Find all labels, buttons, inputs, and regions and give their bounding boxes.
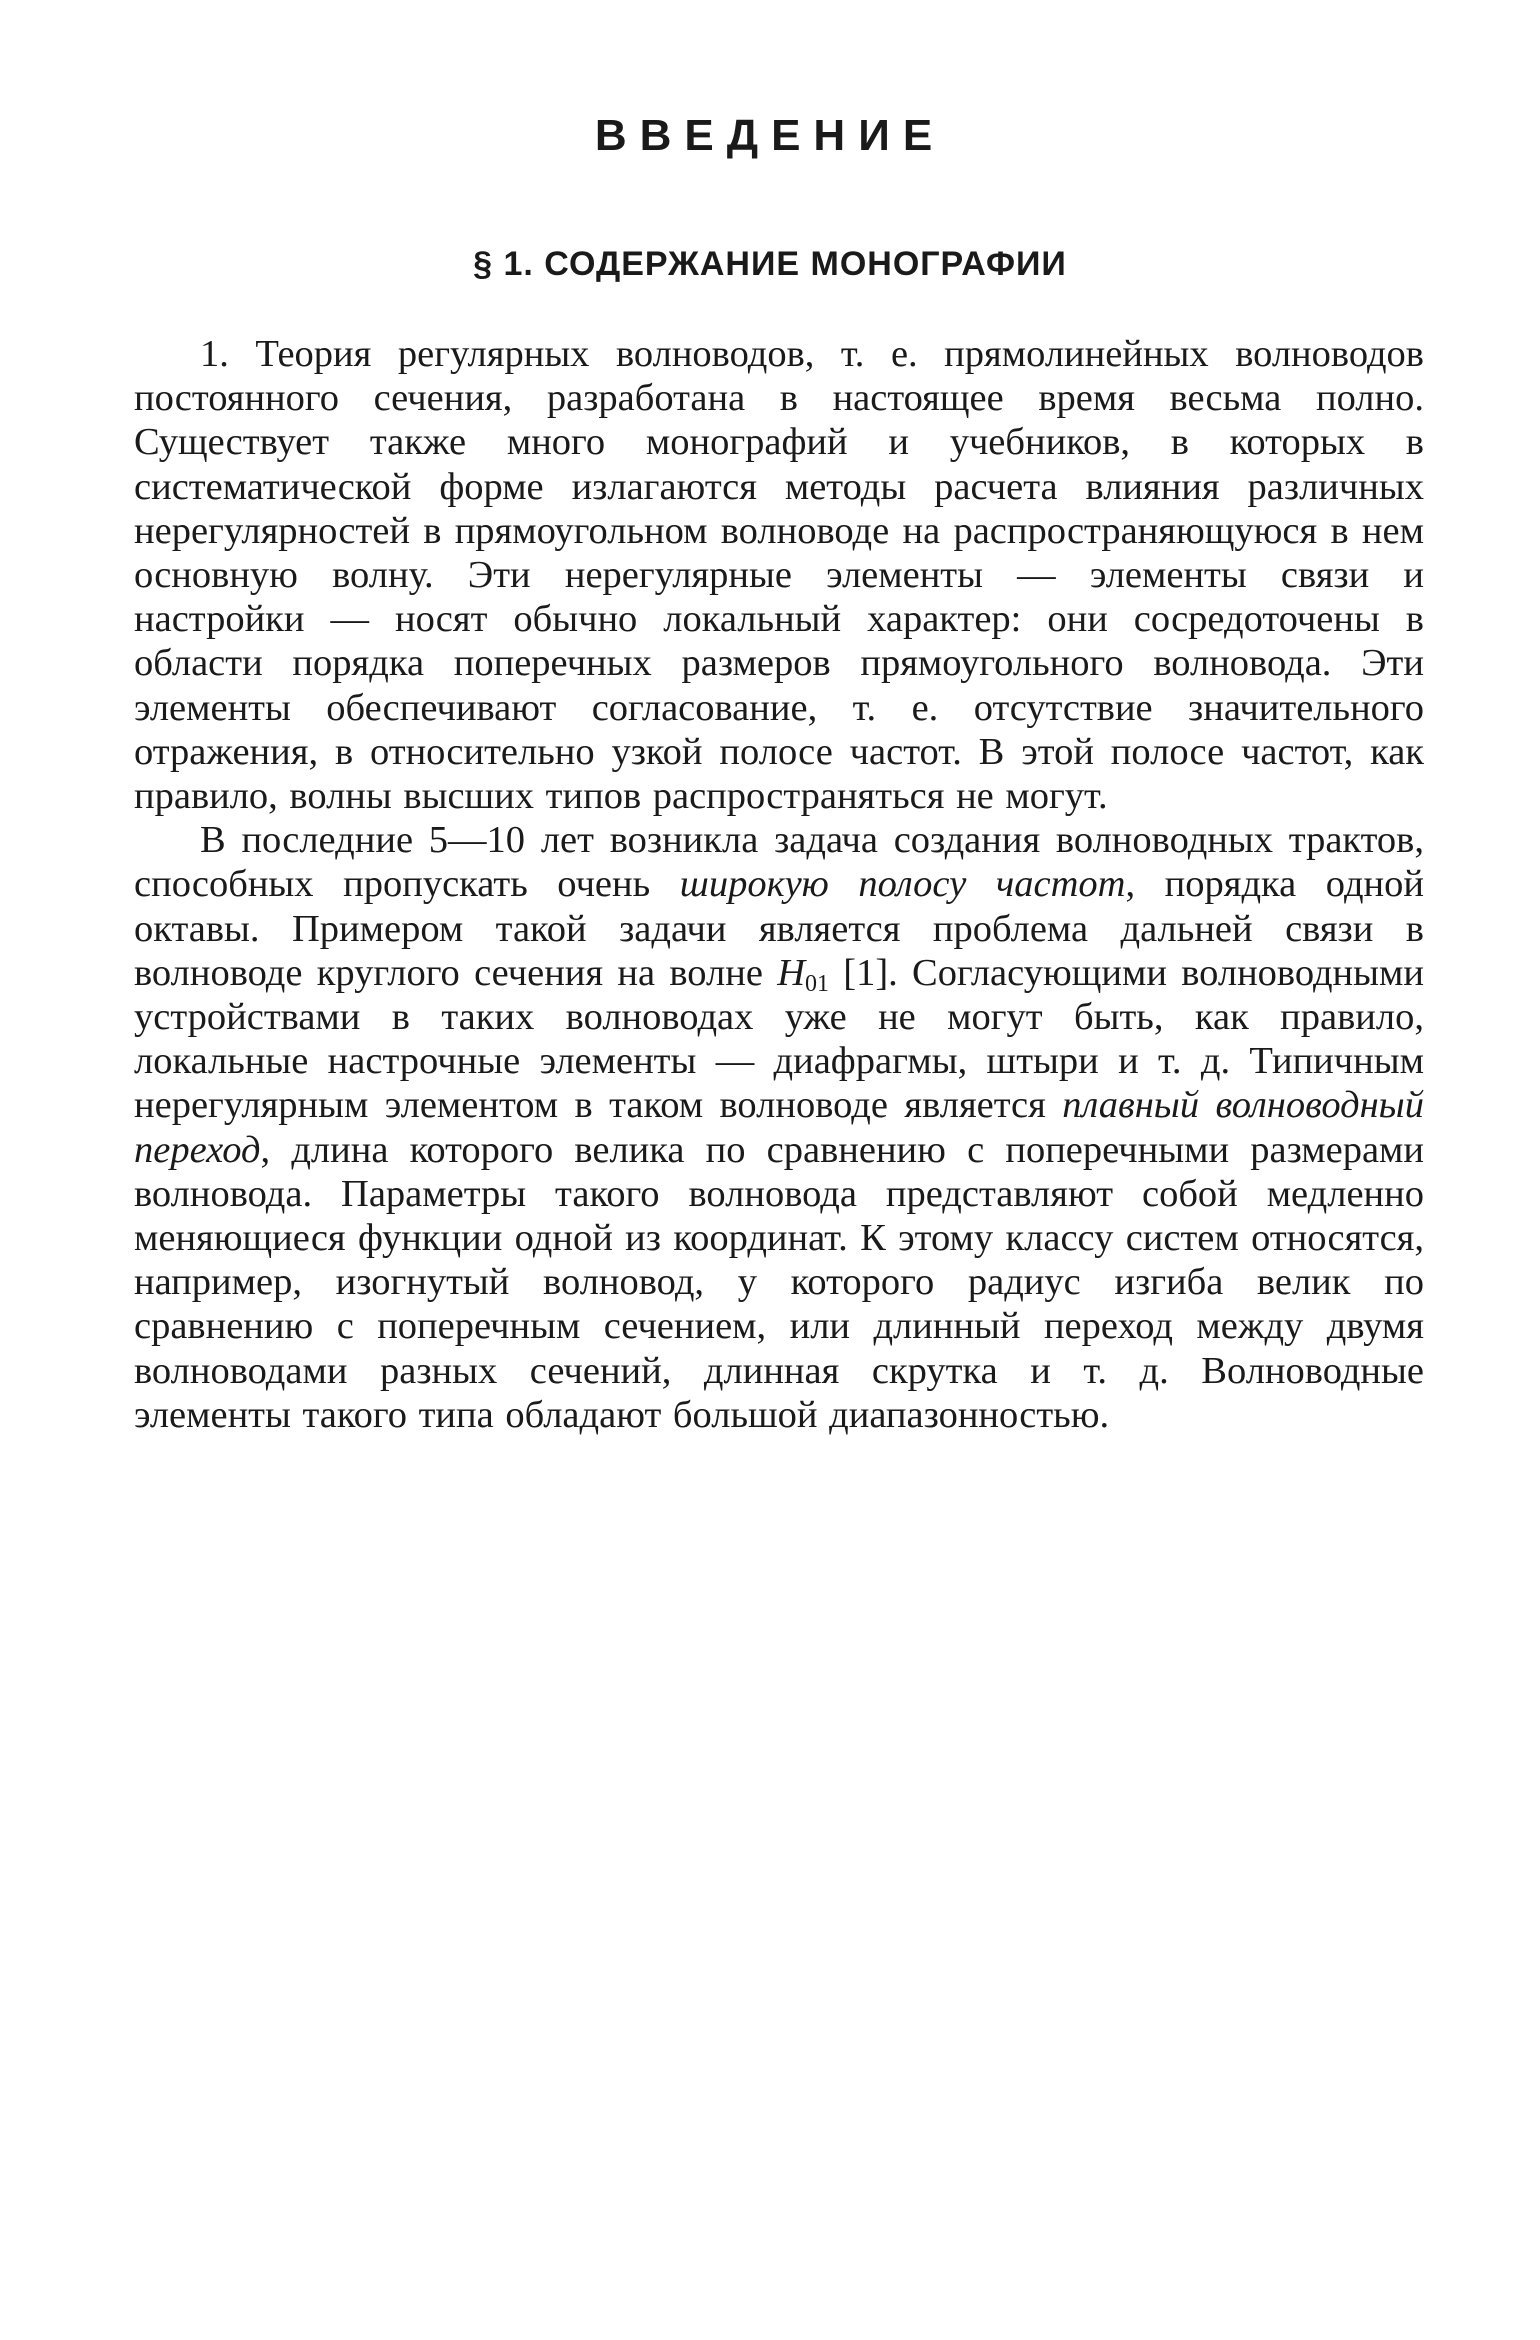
paragraph-2-part-3: [1]. Согласующими волноводными устройствами в таких волноводах уже не могут быть, как правило, локальные настрочные элементы — диафрагмы, штыри и т. д. Типичным нерегулярным элементом в таком волноводе является [134, 951, 1424, 1127]
italic-term-wide-band: широкую полосу частот [679, 863, 1126, 906]
paragraph-2-part-4: , длина которого велика по сравнению с поперечными размерами волновода. Параметры такого волновода представляют собой медленно меняющиеся функции одной из координат. К этому классу систем относятся, например, изогнутый волновод, у которого радиус изгиба велик по сравнению с поперечным сечением, или длинный переход между двумя волноводами разных сечений, длинная скрутка и т. д. Волноводные элементы такого типа обладают большой диапазонностью. [134, 1128, 1424, 1436]
section-title: § 1. СОДЕРЖАНИЕ МОНОГРАФИИ [473, 245, 1067, 283]
paragraph-2-part-2: , порядка одной октавы. Примером такой задачи является проблема дальней связи в волноводе круглого сечения на волне [134, 863, 1424, 994]
paragraph-2-part-1: В последние 5—10 лет возникла задача создания волноводных трактов, способных пропускать очень [134, 819, 1424, 906]
paragraph-2 [134, 818, 1424, 1437]
mode-subscript: 01 [805, 970, 829, 997]
italic-term-smooth-transition: плавный волноводный переход [134, 1084, 1424, 1171]
chapter-title: ВВЕДЕНИЕ [594, 111, 946, 160]
mode-symbol: H [777, 951, 805, 994]
body-text [134, 332, 1424, 1437]
paragraph-1: 1. Теория регулярных волноводов, т. е. прямолинейных волноводов постоянного сечения, разработана в настоящее время весьма полно. Существует также много монографий и учебников, в которых в систематической форме излагаются методы расчета влияния различных нерегулярностей в прямоугольном волноводе на распространяющуюся в нем основную волну. Эти нерегулярные элементы — элементы связи и настройки — носят обычно локальный характер: они сосредоточены в области порядка поперечных размеров прямоугольного волновода. Эти элементы обеспечивают согласование, т. е. отсутствие значительного отражения, в относительно узкой полосе частот. В этой полосе частот, как правило, волны высших типов распространяться не могут. [134, 333, 1424, 818]
